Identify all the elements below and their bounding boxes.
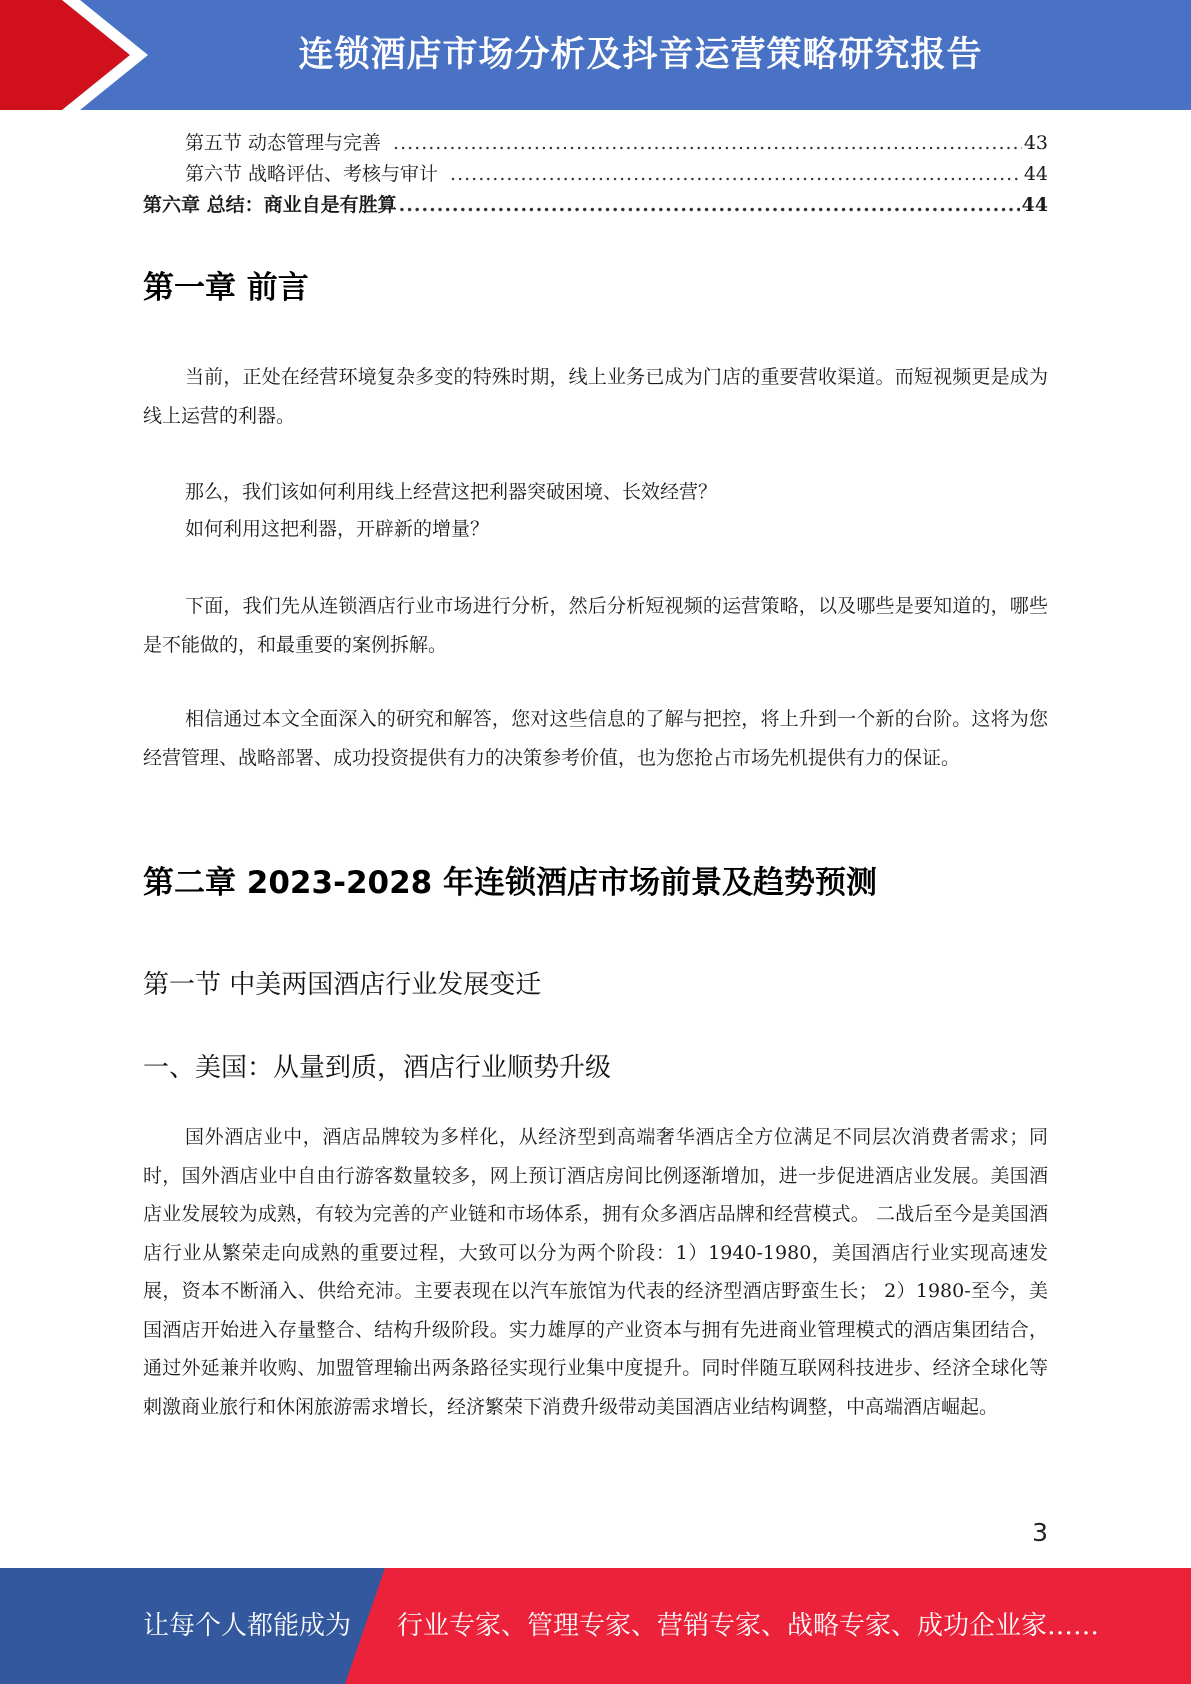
header-banner [0, 0, 1191, 110]
section-heading: 第一节 中美两国酒店行业发展变迁 [143, 970, 542, 1000]
report-title: 连锁酒店市场分析及抖音运营策略研究报告 [298, 35, 983, 75]
toc-entry-page: 44 [1021, 194, 1048, 216]
subsection-heading: 一、美国：从量到质，酒店行业顺势升级 [143, 1053, 612, 1083]
chapter-1-heading: 第一章 前言 [143, 270, 309, 306]
toc-leader-dots [393, 128, 1022, 159]
toc-leader-dots [450, 159, 1022, 190]
toc-entry-label: 第六章 总结：商业自是有胜算 [143, 194, 397, 216]
paragraph: 相信通过本文全面深入的研究和解答，您对这些信息的了解与把控，将上升到一个新的台阶。这将为您经营管理、战略部署、成功投资提供有力的决策参考价值，也为您抢占市场先机提供有力的保证。 [143, 708, 1048, 769]
paragraph: 如何利用这把利器，开辟新的增量？ [185, 518, 490, 540]
table-of-contents [143, 128, 1048, 221]
footer-slogan-left: 让每个人都能成为 [143, 1611, 352, 1641]
toc-entry-label: 第六节 战略评估、考核与审计 [185, 163, 439, 185]
toc-entry[interactable] [143, 159, 1048, 190]
paragraph: 当前，正处在经营环境复杂多变的特殊时期，线上业务已成为门店的重要营收渠道。而短视频更是成为线上运营的利器。 [143, 366, 1048, 427]
chapter-2-heading: 第二章 2023-2028 年连锁酒店市场前景及趋势预测 [143, 865, 878, 901]
toc-leader-dots [399, 190, 1020, 221]
footer-slogan-right: 行业专家、管理专家、营销专家、战略专家、成功企业家…… [397, 1611, 1100, 1641]
toc-entry-chapter[interactable] [143, 190, 1048, 221]
footer-banner [0, 1568, 1191, 1684]
toc-entry-page: 43 [1023, 132, 1048, 154]
page-number: 3 [1032, 1518, 1048, 1547]
toc-entry-page: 44 [1023, 163, 1048, 185]
toc-entry-label: 第五节 动态管理与完善 [185, 132, 382, 154]
paragraph: 下面，我们先从连锁酒店行业市场进行分析，然后分析短视频的运营策略，以及哪些是要知道的，哪些是不能做的，和最重要的案例拆解。 [143, 595, 1048, 656]
paragraph: 那么，我们该如何利用线上经营这把利器突破困境、长效经营？ [185, 481, 718, 503]
paragraph: 国外酒店业中，酒店品牌较为多样化，从经济型到高端奢华酒店全方位满足不同层次消费者需求；同时，国外酒店业中自由行游客数量较多，网上预订酒店房间比例逐渐增加，进一步促进酒店业发展。美国酒店业发展较为成熟，有较为完善的产业链和市场体系，拥有众多酒店品牌和经营模式。 二战后至今是美国酒店行业从繁荣走向成熟的重要过程，大致可以分为两个阶段：1）1940-1980，美国酒店行业实现高速发展，资本不断涌入、供给充沛。主要表现在以汽车旅馆为代表的经济型酒店野蛮生长； 2）1980-至今，美国酒店开始进入存量整合、结构升级阶段。实力雄厚的产业资本与拥有先进商业管理模式的酒店集团结合，通过外延兼并收购、加盟管理输出两条路径实现行业集中度提升。同时伴随互联网科技进步、经济全球化等刺激商业旅行和休闲旅游需求增长，经济繁荣下消费升级带动美国酒店业结构调整，中高端酒店崛起。 [143, 1126, 1048, 1418]
toc-entry[interactable] [143, 128, 1048, 159]
